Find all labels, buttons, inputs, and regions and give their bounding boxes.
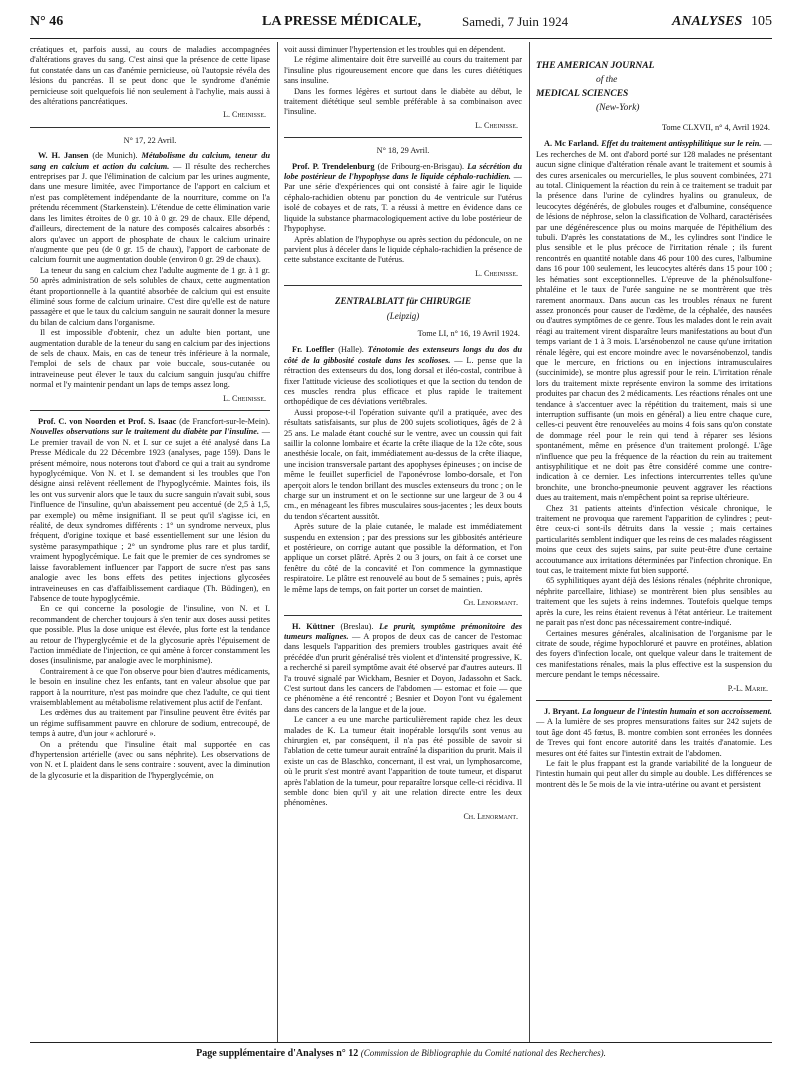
journal-masthead: [536, 59, 772, 115]
paragraph: En ce qui concerne la posologie de l'insuline, von N. et I. recommandent de chercher toujours à s'en tenir aux doses aussi petites que possible. Plus la dose unique est élevée, plus forte est la tendance au retour de l'hyperglycémie et de la glycosurie après l'épuisement de l'action immédiate de l'injection, ce qui amène à forcer constamment les doses (insulinisme, par analogie avec le morphinisme).: [30, 604, 270, 666]
paragraph: Le cancer a eu une marche particulièrement rapide chez les deux malades de K. La tumeur était inopérable lorsqu'ils sont venus au chirurgien et, par conséquent, il n'a pas été possible de savoir si l'ablation de cette tumeur aurait entraîné la disparition du prurit. Mais il existe un cas de Blaschko, concernant, il est vrai, un lymphosarcome, où le prurit s'est montré avant l'apparition de toute tumeur, et disparut après l'ablation de la tumeur, pour reparaître lorsque celle-ci récidiva. Il semble donc bien qu'il y ait une relation directe entre les deux phénomènes.: [284, 715, 522, 808]
signature: L. Cheinisse.: [475, 268, 518, 278]
separator: [536, 700, 772, 701]
article: [284, 622, 522, 809]
paragraph: Après suture de la plaie cutanée, le malade est immédiatement suspendu en extension ; par des pressions sur les gibbosités antérieure et postérieure, on corrige autant que possible la déformation, et l'on applique un corset plâtré. Après 2 ou 3 jours, on fait à ce corset une fenêtre du côté de la concavité et l'on commence la gymnastique respiratoire. Le plâtre est renouvelé au bout de 5 semaines ; puis, après le même laps de temps, on fait porter un corset de maintien.: [284, 522, 522, 594]
signature: Ch. Lenormant.: [463, 811, 518, 821]
paragraph: Chez 31 patients atteints d'infection vésicale chronique, le traitement ne provoqua que rarement l'apparition de cylindres ; peut-être ceux-ci sont-ils détruits dans la vessie ; mais certaines particularités semblent indiquer que les reins de ces malades réagissent moins que ceux des sujets sains, par suite peut-être d'une certaine accoutumance aux irritations déterminées par l'infection chronique. En tout cas, le traitement mixte fut bien supporté.: [536, 503, 772, 576]
article-place: (Halle).: [334, 345, 368, 355]
journal-title-line: of the: [596, 75, 618, 85]
paragraph: créatiques et, parfois aussi, au cours de maladies accompagnées d'altérations graves du sang. C'est ainsi que la présence de cette lipase fut constatée dans un cas d'anémie pernicieuse, où l'autopsie révéla des lésions du pancréas. Il se peut donc que le syndrome d'anémie pernicieuse soit quelquefois lié non seulement à l'achylie, mais aussi à des altérations pancréatiques.: [30, 45, 270, 107]
article-text: — L. pense que la rétraction des extenseurs du dos, long dorsal et iléo-costal, contribue à fixer l'attitude vicieuse des scoliotiques et que la section du tendon de ces muscles rendra plus efficace et plus rapide le traitement orthopédique de ces déviations vertébrales.: [284, 355, 522, 407]
paragraph: Le régime alimentaire doit être surveillé au cours du traitement par l'insuline plus rigoureusement encore que dans les cures diététiques sans insuline.: [284, 55, 522, 86]
article-title: La sécrétion du lobe postérieur de l'hypophyse dans le liquide céphalo-rachidien.: [284, 161, 522, 182]
volume-line: Tome CLXVII, n° 4, Avril 1924.: [661, 123, 770, 132]
section-title: ANALYSES: [672, 14, 743, 29]
article-lead: [536, 707, 772, 759]
separator: [284, 137, 522, 138]
article-lead: [30, 151, 270, 265]
paragraph: Dans les formes légères et surtout dans le diabète au début, le traitement diététique seul semble préférable à sa combinaison avec l'insuline.: [284, 86, 522, 117]
article-lead: [536, 139, 772, 503]
signature: Ch. Lenormant.: [463, 598, 518, 608]
article: [30, 151, 270, 390]
paragraph: La teneur du sang en calcium chez l'adulte augmente de 1 gr. à 1 gr. 50 après administration de sels solubles de chaux, cette augmentation étant proportionnelle à la quantité absorbée de calcium qui est ensuite éliminé sous forme de calcium urinaire. C'est dire qu'elle est de nature passagère et que le taux du calcium sanguin ne saurait donner la mesure du bilan de calcium dans l'organisme.: [30, 265, 270, 327]
paragraph: 65 syphilitiques ayant déjà des lésions rénales (néphrite chronique, néphrite parcellaire, lithiase) se montrèrent bien plus sensibles au traitement que les sujets à reins indemnes. Toutefois quelque temps après la cure, les reins étaient revenus à l'état antérieur. Le traitement ne parait pas n'est donc pas nécessairement contre-indiqué.: [536, 576, 772, 628]
article-text: — Il résulte des recherches entreprises par J. que l'élimination de calcium par les urines augmente, dans une mesure limitée, avec l'importance de l'apport en calcium et n'est pas complètement indépendante de la nourriture, comme on l'a prétendu récemment (Starkenstein). L'étendue de cette élimination varie dans les limites étroites de 0 gr. 10 à 0 gr. 29 de chaux. Elle dépend, d'ailleurs, directement de la nature des composés calcaires absorbés : alors qu'avec un apport de phosphate de chaux le calcium urinaire n'augmente que peu (de 0 gr. 15 de chaux), l'apport de carbonate de calcium fournit une augmentation double (environ 0 gr. 29 de chaux).: [30, 161, 270, 265]
journal-city: (Leipzig): [386, 310, 420, 321]
article-author: H. Küttner: [292, 621, 335, 631]
article-author: Fr. Loeffler: [292, 345, 335, 355]
paragraph: Le fait le plus frappant est la grande variabilité de la longueur de l'intestin humain qui peut aller du simple au double. Les différences se montrent dès le 5e mois de la vie intra-utérine ou avant et persistent: [536, 758, 772, 789]
column-divider: [277, 42, 278, 1042]
separator: [30, 127, 270, 128]
column-divider: [529, 42, 530, 1042]
footer-main: Page supplémentaire d'Analyses n° 12: [196, 1048, 359, 1059]
footer-sub: (Commission de Bibliographie du Comité national des Recherches).: [360, 1048, 606, 1058]
article-title: Métabolisme du calcium, teneur du sang en calcium et action du calcium.: [30, 151, 270, 171]
signature: L. Cheinisse.: [223, 393, 266, 403]
issue-heading: N° 17, 22 Avril.: [123, 135, 177, 145]
article-title: La longueur de l'intestin humain et son accroissement.: [579, 706, 772, 716]
signature: L. Cheinisse.: [475, 120, 518, 130]
footer-rule: [30, 1042, 772, 1043]
article-text: — Le premier travail de von N. et I. sur ce sujet a été analysé dans La Presse Médicale du 22 Décembre 1923 (analyses, page 159). Dans le présent mémoire, nous noterons tout d'abord ce qui a trait au syndrome hypoglycémique. Von N. et I. se demandent si les troubles que l'on désigne ainsi relèvent réellement de l'hypoglycémie. Maintes fois, ils les ont vus survenir alors que le taux du sucre sanguin n'avait subi, sous l'influence de l'insuline, qu'un abaissement peu accentué (de 2,5 à 1,5, par exemple) ou même insignifiant. Il se peut qu'il s'agisse ici, en réalité, de deux syndromes différents : 1° un syndrome nerveux, plus fréquent, d'origine toxique et basé essentiellement sur une lésion du système parasympathique ; 2° un syndrome plus rare et plus tardif, vraiment hypoglycémique. Le fait que le premier de ces syndromes se laisse favorablement influencer par l'apport de sucre n'est pas sans analogie avec les bons effets des petites injections glycosées intraveineuses en cas d'affaiblissement cardiaque (Th. Büdingen), en l'absence de toute hypoglycémie.: [30, 427, 270, 603]
issue-date: Samedi, 7 Juin 1924: [462, 14, 569, 29]
article-text: — A la lumière de ses propres mensurations faites sur 242 sujets de tout âge dont 45 fœtus, B. montre combien sont erronées les données de Treves qui font encore autorité dans les traités d'anatomie. Les mesures ont été faites sur l'intestin extrait de l'abdomen.: [536, 717, 772, 758]
article-title: Effet du traitement antisyphilitique sur le rein.: [598, 139, 762, 149]
article-lead: [284, 345, 522, 407]
article-lead: [30, 417, 270, 604]
article-author: W. H. Jansen: [38, 151, 89, 161]
article-title: Nouvelles observations sur le traitement du diabète par l'insuline.: [30, 427, 260, 437]
article-place: (Breslau).: [334, 621, 380, 631]
paragraph: Contrairement à ce que l'on observe pour bien d'autres médicaments, le besoin en insuline chez les enfants, tant en valeur absolue que par rapport à la nourriture, n'est pas moindre que chez l'adulte, ce qui tient vraisemblablement au métabolisme relativement plus actif de l'enfant.: [30, 666, 270, 707]
article-title: Ténotomie des extenseurs longs du dos du côté de la gibbosité costale dans les scolioses.: [284, 345, 522, 365]
separator: [284, 615, 522, 616]
article-place: (de Francfort-sur-le-Mein).: [176, 417, 270, 426]
article-author: Prof. P. Trendelenburg: [292, 161, 375, 171]
article-author: A. Mc Farland.: [544, 139, 599, 149]
journal-title-line: MEDICAL SCIENCES: [536, 89, 629, 99]
paragraph: On a prétendu que l'insuline était mal supportée en cas d'hypertension artérielle (avec ou sans néphrite). Les observations de von N. et I. plaident dans le sens contraire : souvent, avec la diminution de la glycosurie et la disparition de l'hyperglycémie, on: [30, 739, 270, 780]
issue-heading: N° 18, 29 Avril.: [376, 146, 430, 156]
page-header: [30, 14, 772, 34]
separator: [284, 285, 522, 286]
article-lead: [284, 622, 522, 716]
article: [536, 707, 772, 790]
paragraph: Il est impossible d'obtenir, chez un adulte bien portant, une augmentation durable de la teneur du sang en calcium par des injections de sels de chaux. Mais, en cas de teneur très inférieure à la normale, l'emploi de sels de chaux par voie buccale, sous-cutanée ou intraveineuse peut élever le taux du calcium sanguin jusqu'au chiffre normal et l'y maintenir pendant un laps de temps assez long.: [30, 328, 270, 390]
journal-title-line: THE AMERICAN JOURNAL: [536, 61, 655, 71]
signature: P.-L. Marie.: [727, 683, 768, 693]
paragraph: Après ablation de l'hypophyse ou après section du pédoncule, on ne parvient plus à déceler dans le liquide céphalo-rachidien la présence de cette substance excitante de l'utérus.: [284, 234, 522, 265]
article-lead: [284, 162, 522, 235]
column-right: [536, 45, 772, 1040]
paragraph: voit aussi diminuer l'hypertension et les troubles qui en dépendent.: [284, 45, 506, 54]
separator: [30, 410, 270, 411]
column-middle: [284, 45, 522, 1040]
article-text: — A propos de deux cas de cancer de l'estomac dans lesquels l'apparition des premiers troubles gastriques avait été précédée d'un prurit généralisé très violent et d'intensité progressive, K. a recherché si pareil symptôme avait été observé par d'autres auteurs. Il l'a trouvé signalé par Wickham, Besnier et Doyon, Jadassohn et Sack. C'est surtout dans les cancers de l'abdomen — estomac et foie — que ce phénomène a été rencontré ; Besnier et Doyon l'ont vu également dans des cancers de la langue et de la joue.: [284, 631, 522, 714]
page-footer: [30, 1048, 772, 1059]
paragraph: Les œdèmes dus au traitement par l'insuline peuvent être évités par un régime suffisamment pauvre en chlorure de sodium, entrecoupé, de temps à autre, d'un jour « achloruré ».: [30, 708, 270, 739]
article-text: — Les recherches de M. ont d'abord porté sur 128 malades ne présentant aucun signe clinique d'altération rénale avant le traitement et soumis à des cures arsenicales ou mercurielles, le plus souvent combinées, 271 au total. Cliniquement la réaction du rein à ce traitement se traduit par la présence dans l'urine de cylindres hyalins ou granuleux, de leucocytes dégénérés, de globules rouges et d'albumine, conséquence de lésions de néphrose, selon la classification de Volhard, caractérisées par une dégénérescence plus ou moins marquée de l'épithélium des tubuli. D'après les constatations de M., les cylindres sont l'indice le plus sensible et le plus précoce de l'irritation rénale ; ils furent rencontrés en quantité notable dans 46 pour 100 des cures, l'albumine dans 16 pour 100 seulement, les leucocytes altérés dans 15 pour 100 ; les hématies sont exceptionnelles. L'épreuve de la phénolsulfone-phtaléine et le taux de l'urée sanguine ne se montrèrent que très rarement anormaux. Dans aucun cas les troubles rénaux ne furent assez prononcés pour causer de l'œdème, de la céphalée, des nausées ou d'autres symptômes de ce genre. Tous les malades dont le rein avait réagi au traitement virent disparaître leurs manifestations au bout d'un temps variant de 1 à 3 mois. L'arsénobenzol ne cause qu'une irritation rénale légère, qui est encore moindre avec le novarsénobenzol, tandis que le mercure, en frictions ou en injections intramusculaires (succinimide), se montre plus agressif pour le rein. L'irritation rénale lors du traitement mixte représente environ la somme des irritations produites par chacun des 2 médicaments. Les réactions rénales ont une tendance à s'accentuer avec la répétition du traitement, mais si une interruption suffisante (un mois en général) a lieu entre chaque cure, celles-ci peuvent être renouvelées au moins 4 fois sans qu'on constate de dommage réel pour le rein qui tend à réparer ses lésions spontanément, même en présence d'un traitement prolongé. L'âge n'influence que peu la fréquence de la réaction du rein au traitement antisyphilitique et ne doit pas être considéré comme une contre-indication à ce dernier. Les infections intercurrentes telles qu'une bronchite, une broncho-pneumonie peuvent aggraver les réactions dues au traitement, mais n'empêchent point sa reprise ultérieure.: [536, 139, 772, 503]
article-author: Prof. C. von Noorden et Prof. S. Isaac: [38, 417, 177, 426]
paragraph: Certaines mesures générales, alcalinisation de l'organisme par le citrate de soude, régime hypochloruré et pauvre en protéines, ablation des foyers d'infection locale, ont quelque valeur dans le traitement de ces manifestations rénales, mais la plus effective est la suspension du mercure pendant le temps nécessaire.: [536, 628, 772, 680]
signature: L. Cheinisse.: [223, 110, 266, 120]
journal-title: ZENTRALBLATT für CHIRURGIE: [334, 296, 472, 307]
article: [284, 345, 522, 595]
volume-line: Tome LI, n° 16, 19 Avril 1924.: [417, 328, 520, 338]
journal-city: (New-York): [596, 103, 640, 113]
page-number: 105: [751, 14, 772, 29]
paragraph: Aussi propose-t-il l'opération suivante qu'il a pratiquée, avec des résultats satisfaisants, sur plus de 200 sujets scoliotiques, âgés de 2 à 25 ans. Le malade étant couché sur le ventre, avec un coussin qui fait saillir la colonne lombaire et écarte la crête iliaque de la 12e côte, sous anesthésie locale, on fait, immédiatement au-dessus de la crête iliaque, une incision transversale partant des apophyses épineuses ; on incise de même le feuillet superficiel de l'aponévrose lombo-dorsale, et l'on aperçoit alors le tendon brillant des muscles extenseurs du tronc ; on le charge sur un instrument et on le sectionne sur une largeur de 3 ou 4 cm., en ménageant les fibres musculaires sous-jacentes ; les deux bouts du tendon s'écartent aussitôt.: [284, 407, 522, 521]
header-rule: [30, 38, 772, 39]
article-place: (de Fribourg-en-Brisgau).: [374, 161, 468, 171]
column-left: [30, 45, 270, 1040]
newspaper-title: LA PRESSE MÉDICALE,: [262, 14, 422, 29]
article: [284, 162, 522, 266]
article-author: J. Bryant.: [544, 706, 580, 716]
article: [536, 139, 772, 680]
article-place: (de Munich).: [88, 151, 142, 161]
issue-number: N° 46: [30, 14, 64, 29]
article: [30, 417, 270, 781]
article-text: — Par une série d'expériences qui ont consisté à faire agir le liquide céphalo-rachidien obtenu par ponction du 4e ventricule sur l'utérus isolé de cobayes et de rats, T. a réussi à mettre en évidence dans ce liquide la substance pharmacologiquement active du lobe postérieur de l'hypophyse.: [284, 172, 522, 234]
article-title: Le prurit, symptôme prémonitoire des tumeurs malignes.: [284, 621, 522, 641]
